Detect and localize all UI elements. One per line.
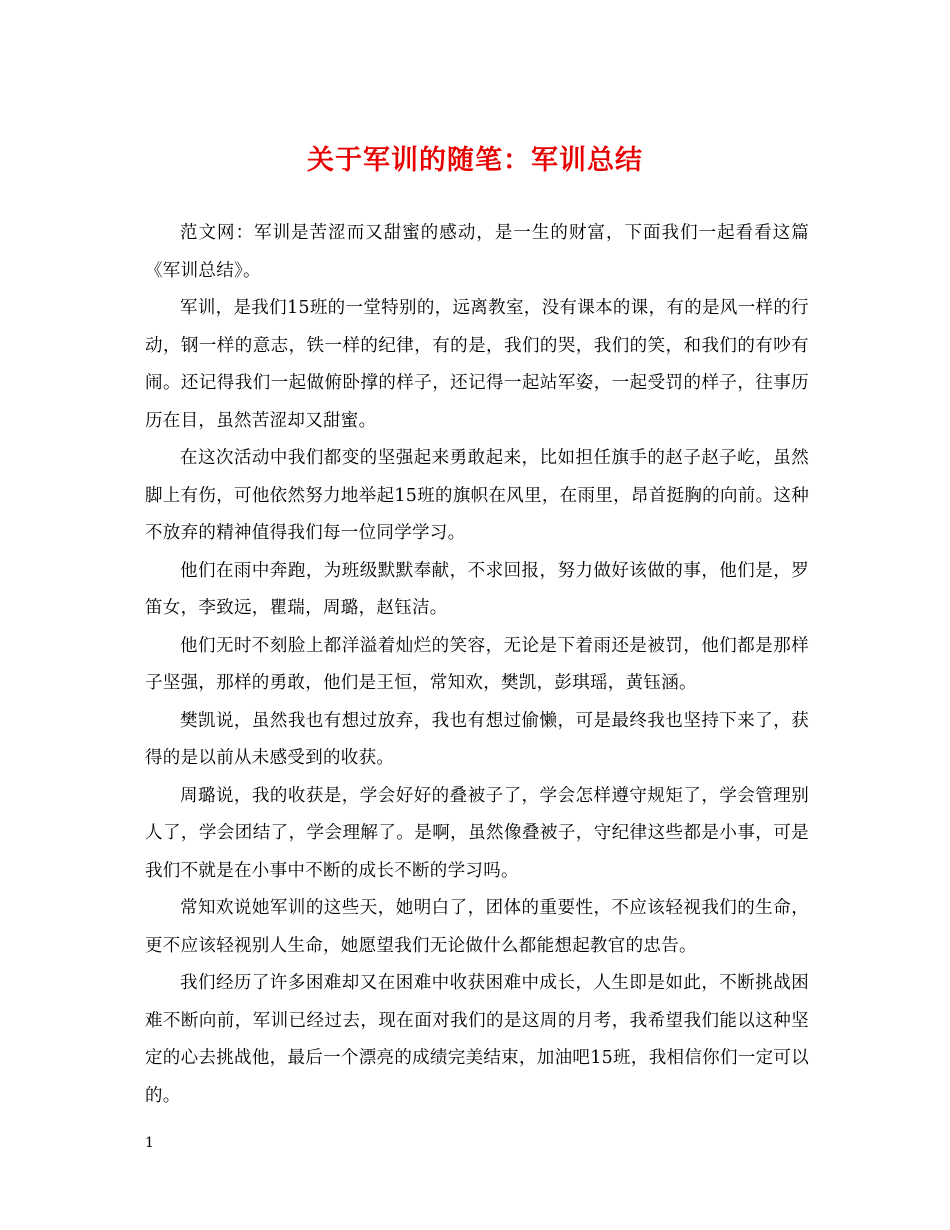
paragraph-closing: 我们经历了许多困难却又在困难中收获困难中成长，人生即是如此，不断挑战困难不断向前，军训已经过去，现在面对我们的是这周的月考，我希望我们能以这种坚定的心去挑战他，最后一个漂亮的成绩完美结束，加油吧15班，我相信你们一定可以的。 xyxy=(145,973,809,1106)
page-number: 1 xyxy=(145,1135,154,1151)
document-title: 关于军训的随笔：军训总结 xyxy=(307,145,643,176)
paragraph: 他们在雨中奔跑，为班级默默奉献，不求回报，努力做好该做的事，他们是，罗笛女，李致远，瞿瑞，周璐，赵钰洁。 xyxy=(145,560,809,618)
paragraph: 在这次活动中我们都变的坚强起来勇敢起来，比如担任旗手的赵子赵子屹，虽然脚上有伤，可他依然努力地举起15班的旗帜在风里，在雨里，昂首挺胸的向前。这种不放弃的精神值得我们每一位同学学习。 xyxy=(145,448,809,543)
paragraph: 樊凯说，虽然我也有想过放弃，我也有想过偷懒，可是最终我也坚持下来了，获得的是以前从未感受到的收获。 xyxy=(145,710,809,768)
paragraph: 军训，是我们15班的一堂特别的，远离教室，没有课本的课，有的是风一样的行动，钢一样的意志，铁一样的纪律，有的是，我们的哭，我们的笑，和我们的有吵有闹。还记得我们一起做俯卧撑的样子，还记得一起站军姿，一起受罚的样子，往事历历在目，虽然苦涩却又甜蜜。 xyxy=(145,298,809,431)
paragraph: 周璐说，我的收获是，学会好好的叠被子了，学会怎样遵守规矩了，学会管理别人了，学会团结了，学会理解了。是啊，虽然像叠被子，守纪律这些都是小事，可是我们不就是在小事中不断的成长不断的学习吗。 xyxy=(145,785,809,881)
paragraph: 常知欢说她军训的这些天，她明白了，团体的重要性，不应该轻视我们的生命，更不应该轻视别人生命，她愿望我们无论做什么都能想起教官的忠告。 xyxy=(145,898,809,956)
document-body xyxy=(145,215,809,1115)
paragraph-intro: 范文网：军训是苦涩而又甜蜜的感动，是一生的财富，下面我们一起看看这篇《军训总结》。 xyxy=(145,223,809,281)
paragraph: 他们无时不刻脸上都洋溢着灿烂的笑容，无论是下着雨还是被罚，他们都是那样子坚强，那样的勇敢，他们是王恒，常知欢，樊凯，彭琪瑶，黄钰涵。 xyxy=(145,635,809,693)
